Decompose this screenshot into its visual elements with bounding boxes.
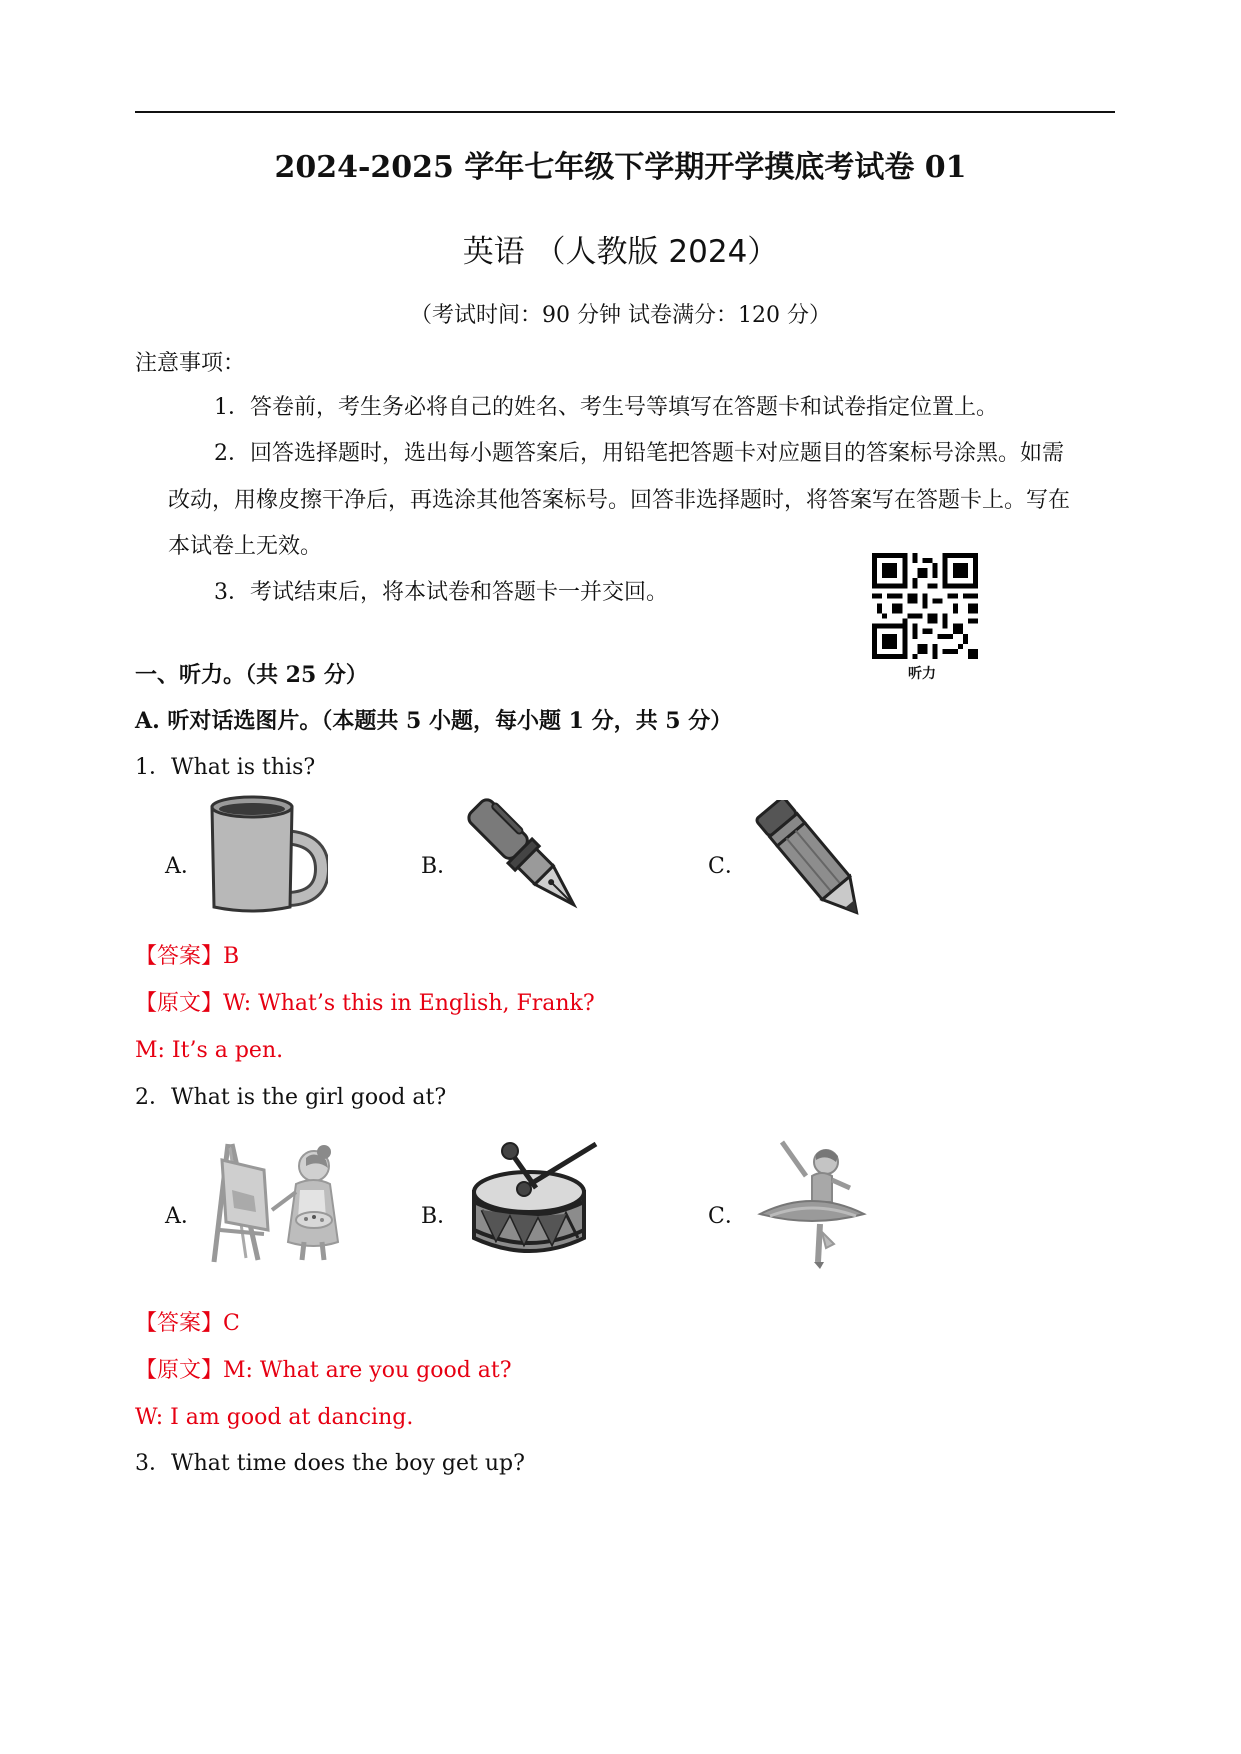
q2-script-line-2: W: I am good at dancing. [135, 1405, 414, 1430]
q1-answer: 【答案】B [135, 944, 240, 969]
qr-code-icon [872, 553, 978, 659]
page-subtitle: 英语 （人教版 2024） [462, 234, 779, 270]
qr-label: 听力 [908, 666, 936, 682]
question-1-prompt: 1．What is this? [135, 755, 316, 780]
q1-option-a-label: A． [165, 854, 203, 879]
q2-answer: 【答案】C [135, 1311, 240, 1336]
part-a-heading: A. 听对话选图片。（本题共 5 小题，每小题 1 分，共 5 分） [135, 708, 733, 734]
question-3-prompt: 3．What time does the boy get up? [135, 1451, 525, 1476]
notice-item-2-line-1: 2．回答选择题时，选出每小题答案后，用铅笔把答题卡对应题目的答案标号涂黑。如需 [214, 441, 1064, 466]
q1-script-line-1: 【原文】W: What’s this in English, Frank? [135, 991, 595, 1016]
q2-option-b-label: B． [421, 1204, 460, 1229]
q1-script-line-2: M: It’s a pen. [135, 1038, 284, 1063]
painting-girl-icon [210, 1138, 342, 1266]
pencil-icon [748, 800, 878, 918]
exam-info: （考试时间：90 分钟 试卷满分：120 分） [410, 303, 831, 328]
q2-option-a-label: A． [165, 1204, 203, 1229]
question-2-prompt: 2．What is the girl good at? [135, 1085, 447, 1110]
listening-qr-code[interactable] [872, 553, 978, 659]
q2-option-c-label: C． [708, 1204, 747, 1229]
fountain-pen-icon [460, 793, 590, 919]
section-1-heading: 一、听力。（共 25 分） [135, 662, 368, 688]
notice-item-2-line-2: 改动，用橡皮擦干净后，再选涂其他答案标号。回答非选择题时，将答案写在答题卡上。写在 [168, 488, 1071, 513]
q1-option-c-label: C． [708, 854, 747, 879]
top-rule [135, 111, 1115, 113]
page-title: 2024-2025 学年七年级下学期开学摸底考试卷 01 [274, 150, 967, 185]
ballerina-icon [756, 1136, 868, 1270]
notice-item-2-line-3: 本试卷上无效。 [168, 534, 323, 559]
q1-option-b-label: B． [421, 854, 460, 879]
notice-item-1: 1．答卷前，考生务必将自己的姓名、考生号等填写在答题卡和试卷指定位置上。 [214, 395, 998, 420]
q2-script-line-1: 【原文】M: What are you good at? [135, 1358, 512, 1383]
notice-heading: 注意事项： [135, 351, 246, 376]
drum-icon [466, 1138, 602, 1264]
mug-icon [206, 795, 328, 917]
notice-item-3: 3．考试结束后，将本试卷和答题卡一并交回。 [214, 580, 668, 605]
